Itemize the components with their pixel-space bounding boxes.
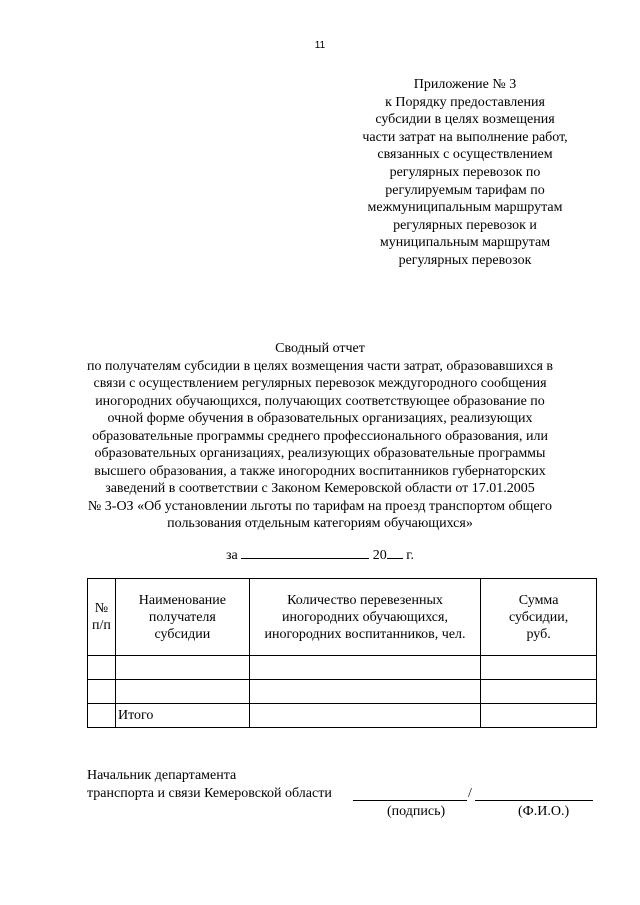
appendix-line: регулярных перевозок — [398, 252, 532, 268]
header-text: п/п — [92, 618, 111, 633]
title-line: Сводный отчет — [275, 341, 365, 356]
appendix-line: к Порядку предоставления — [385, 94, 545, 110]
title-line: образовательных организациях, реализующих образовательные программы — [94, 446, 546, 461]
table-cell — [249, 704, 480, 728]
appendix-line: связанных с осуществлением — [377, 147, 553, 163]
appendix-line: муниципальным маршрутам — [379, 235, 551, 251]
header-text: Количество перевезенных — [287, 592, 443, 608]
year-blank — [387, 545, 403, 559]
table-cell — [249, 680, 480, 704]
header-text: № — [94, 601, 109, 616]
signature-title-line2: транспорта и связи Кемеровской области — [87, 786, 332, 801]
table-cell — [481, 656, 597, 680]
appendix-header — [330, 76, 600, 270]
table-header-row — [88, 579, 597, 656]
header-text: руб. — [526, 626, 551, 642]
signature-blank — [353, 787, 467, 801]
title-line: № 3-ОЗ «Об установлении льготы по тарифам на проезд транспортом общего — [87, 498, 553, 514]
header-text: получателя — [148, 609, 216, 625]
title-line: связи с осуществлением регулярных перевозок междугородного сообщения — [93, 376, 547, 391]
header-recipient — [115, 579, 249, 656]
report-table — [87, 578, 597, 728]
table-cell — [88, 680, 116, 704]
signature-captions — [87, 803, 607, 821]
table-cell — [88, 704, 116, 728]
title-line: высшего образования, а также иногородних воспитанников губернаторских — [94, 463, 546, 479]
caption-name: (Ф.И.О.) — [518, 804, 570, 819]
signature-line — [87, 785, 607, 803]
title-line: образовательные программы среднего профессионального образования, или — [92, 428, 548, 444]
header-text: Наименование — [138, 592, 226, 608]
header-text: субсидии, — [508, 609, 569, 625]
table-total-row — [88, 704, 597, 728]
header-text: субсидии — [154, 626, 211, 642]
report-title — [0, 340, 640, 533]
appendix-line: регулируемым тарифам по — [385, 182, 545, 198]
appendix-line: субсидии в целях возмещения — [375, 112, 555, 128]
report-period — [0, 545, 640, 564]
signature-separator: / — [468, 786, 472, 801]
table-cell — [88, 656, 116, 680]
table-cell — [115, 656, 249, 680]
page-number: 11 — [314, 40, 326, 51]
total-label: Итого — [115, 704, 249, 728]
title-line: иногородних обучающихся, получающих соответствующее образование по — [95, 393, 545, 409]
title-line: по получателям субсидии в целях возмещения части затрат, образовавшихся в — [87, 358, 553, 374]
table-cell — [481, 704, 597, 728]
signature-block — [87, 767, 607, 821]
appendix-line: части затрат на выполнение работ, — [362, 129, 568, 145]
table-cell — [249, 656, 480, 680]
table-row — [88, 680, 597, 704]
appendix-line: регулярных перевозок и — [393, 217, 537, 233]
header-amount — [481, 579, 597, 656]
header-number — [88, 579, 116, 656]
header-text: иногородних воспитанников, чел. — [264, 626, 466, 642]
period-prefix: за — [226, 548, 238, 563]
title-line: заведений в соответствии с Законом Кемеровской области от 17.01.2005 — [105, 481, 535, 496]
period-suffix: г. — [406, 548, 414, 563]
period-year: 20 — [372, 548, 387, 563]
title-line: очной форме обучения в образовательных организациях, реализующих — [107, 411, 533, 426]
header-text: Сумма — [518, 592, 559, 608]
appendix-line: регулярных перевозок по — [389, 164, 541, 180]
header-text: иногородних обучающихся, — [282, 609, 448, 625]
table-cell — [481, 680, 597, 704]
caption-signature: (подпись) — [387, 804, 446, 819]
appendix-line: Приложение № 3 — [413, 77, 517, 92]
table-cell — [115, 680, 249, 704]
header-quantity — [249, 579, 480, 656]
table-row — [88, 656, 597, 680]
appendix-line: межмуниципальным маршрутам — [367, 200, 563, 216]
title-line: пользования отдельным категориям обучающихся» — [167, 516, 473, 531]
signature-title-line1: Начальник департамента — [87, 768, 237, 783]
name-blank — [475, 787, 593, 801]
period-blank — [241, 545, 369, 559]
